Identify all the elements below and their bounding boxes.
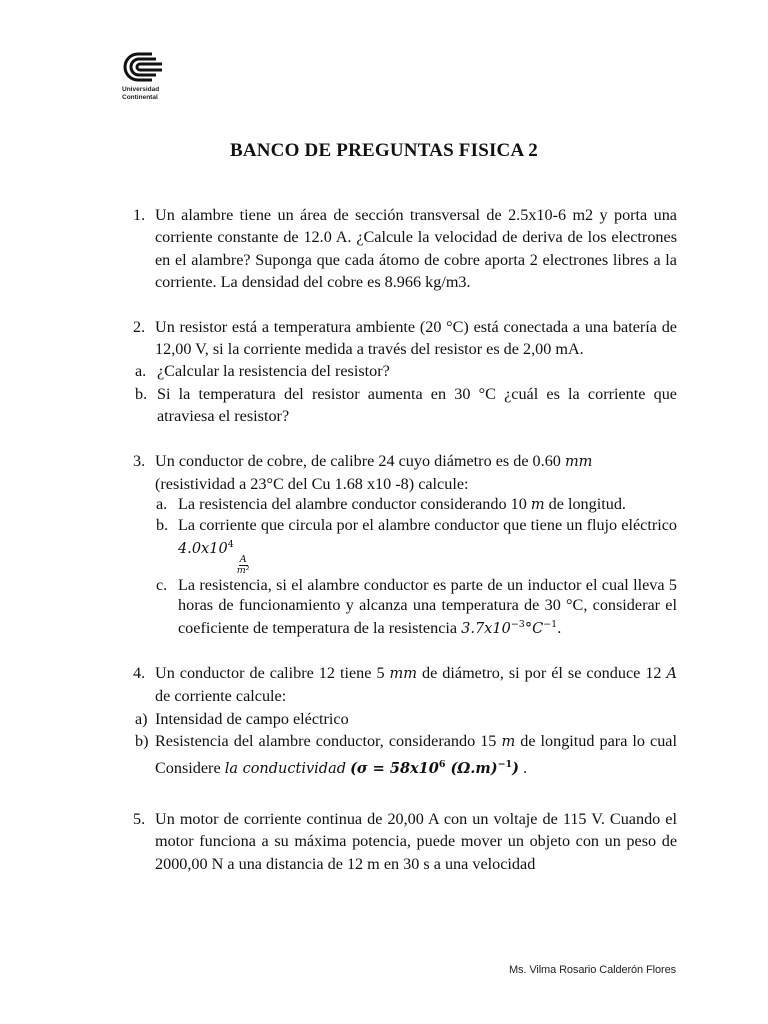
subquestion-label: a.	[156, 495, 168, 514]
formula: ($\sigma = 58x10^6$ $(\Omega.m)^{-1}$)	[350, 758, 520, 777]
question-2	[133, 316, 677, 428]
question-text-continued: (resistividad a 23°C del Cu 1.68 x10 -8) calcule:	[155, 475, 469, 494]
question-list	[133, 204, 677, 897]
question-number: 2.	[133, 317, 146, 336]
logo-text-line2: Continental	[122, 93, 158, 101]
question-number: 1.	[133, 206, 146, 224]
subquestion-a	[156, 495, 677, 516]
subquestion-text: La corriente que circula por el alambre conductor que tiene un flujo eléctrico $4.0x10^4$ $\frac{A}{\text{m²}}$	[178, 515, 677, 577]
question-4	[133, 662, 677, 780]
subquestion-label: b)	[135, 732, 149, 751]
subquestion-b	[135, 383, 677, 428]
question-text: Un conductor de cobre, de calibre 24 cuyo diámetro es de 0.60 mm	[155, 451, 593, 470]
subquestion-text: La resistencia del alambre conductor considerando 10 m de longitud.	[178, 495, 626, 514]
subquestion-label: a)	[135, 709, 148, 728]
formula: $3.7x10^{-3}^\circ C^{-1}$	[461, 619, 558, 638]
formula: la conductividad	[224, 760, 347, 777]
subquestion-label: b.	[156, 515, 169, 534]
question-5	[133, 808, 677, 875]
fraction: $\frac{A}{\text{m²}}$	[236, 554, 250, 577]
subquestion-label: a.	[135, 362, 147, 381]
subquestion-c	[156, 576, 677, 640]
question-number: 4.	[133, 663, 146, 682]
formula: $4.0x10^4$	[178, 539, 234, 558]
question-number: 5.	[133, 810, 146, 828]
subquestion-text: Si la temperatura del resistor aumenta en 30 °C ¿cuál es la corriente que atraviesa el resistor?	[157, 384, 677, 426]
subquestion-b	[135, 730, 677, 780]
subquestion-a	[135, 360, 677, 382]
question-number: 3.	[133, 451, 146, 470]
subquestion-text: ¿Calcular la resistencia del resistor?	[157, 362, 390, 381]
question-text: Un motor de corriente continua de 20,00 A con un voltaje de 115 V. Cuando el motor funciona a su máxima potencia, puede mover un objeto con un peso de 2000,00 N a una distancia de 12 m en 30 s a una velocidad	[155, 810, 677, 873]
university-logo	[122, 50, 172, 101]
subquestion-text: Resistencia del alambre conductor, considerando 15 m de longitud para lo cual Considere la conductividad ($\sigma = 58x10^6$ $(\Omega.m)^{-1}$) .	[155, 732, 677, 777]
subquestion-label: c.	[156, 576, 168, 595]
continental-logo-icon	[122, 50, 168, 84]
subquestion-text: La resistencia, si el alambre conductor es parte de un inductor el cual lleva 5 horas de funcionamiento y alcanza una temperatura de 30 °C, considerar el coeficiente de temperatura de la resistencia $3.7x10^{-3}^\circ C^{-1}$.	[178, 576, 677, 638]
question-text: Un resistor está a temperatura ambiente (20 °C) está conectada a una batería de 12,00 V, si la corriente medida a través del resistor es de 2,00 mA.	[155, 317, 677, 359]
logo-text-line1: Universidad	[122, 86, 160, 93]
page-title: BANCO DE PREGUNTAS FISICA 2	[229, 140, 539, 161]
question-text: Un conductor de calibre 12 tiene 5 mm de diámetro, si por él se conduce 12 A de corriente calcule:	[155, 663, 677, 706]
question-3	[133, 450, 677, 640]
subquestion-text: Intensidad de campo eléctrico	[155, 709, 349, 728]
subquestion-label: b.	[135, 384, 148, 403]
subquestion-a	[135, 708, 677, 730]
question-text: Un alambre tiene un área de sección transversal de 2.5x10-6 m2 y porta una corriente constante de 12.0 A. ¿Calcule la velocidad de deriva de los electrones en el alambre? Suponga que cada átomo de cobre aporta 2 electrones libres a la corriente. La densidad del cobre es 8.966 kg/m3.	[155, 206, 677, 292]
author-footer: Ms. Vilma Rosario Calderón Flores	[508, 964, 676, 976]
question-1	[133, 204, 677, 294]
subquestion-b	[156, 516, 677, 577]
